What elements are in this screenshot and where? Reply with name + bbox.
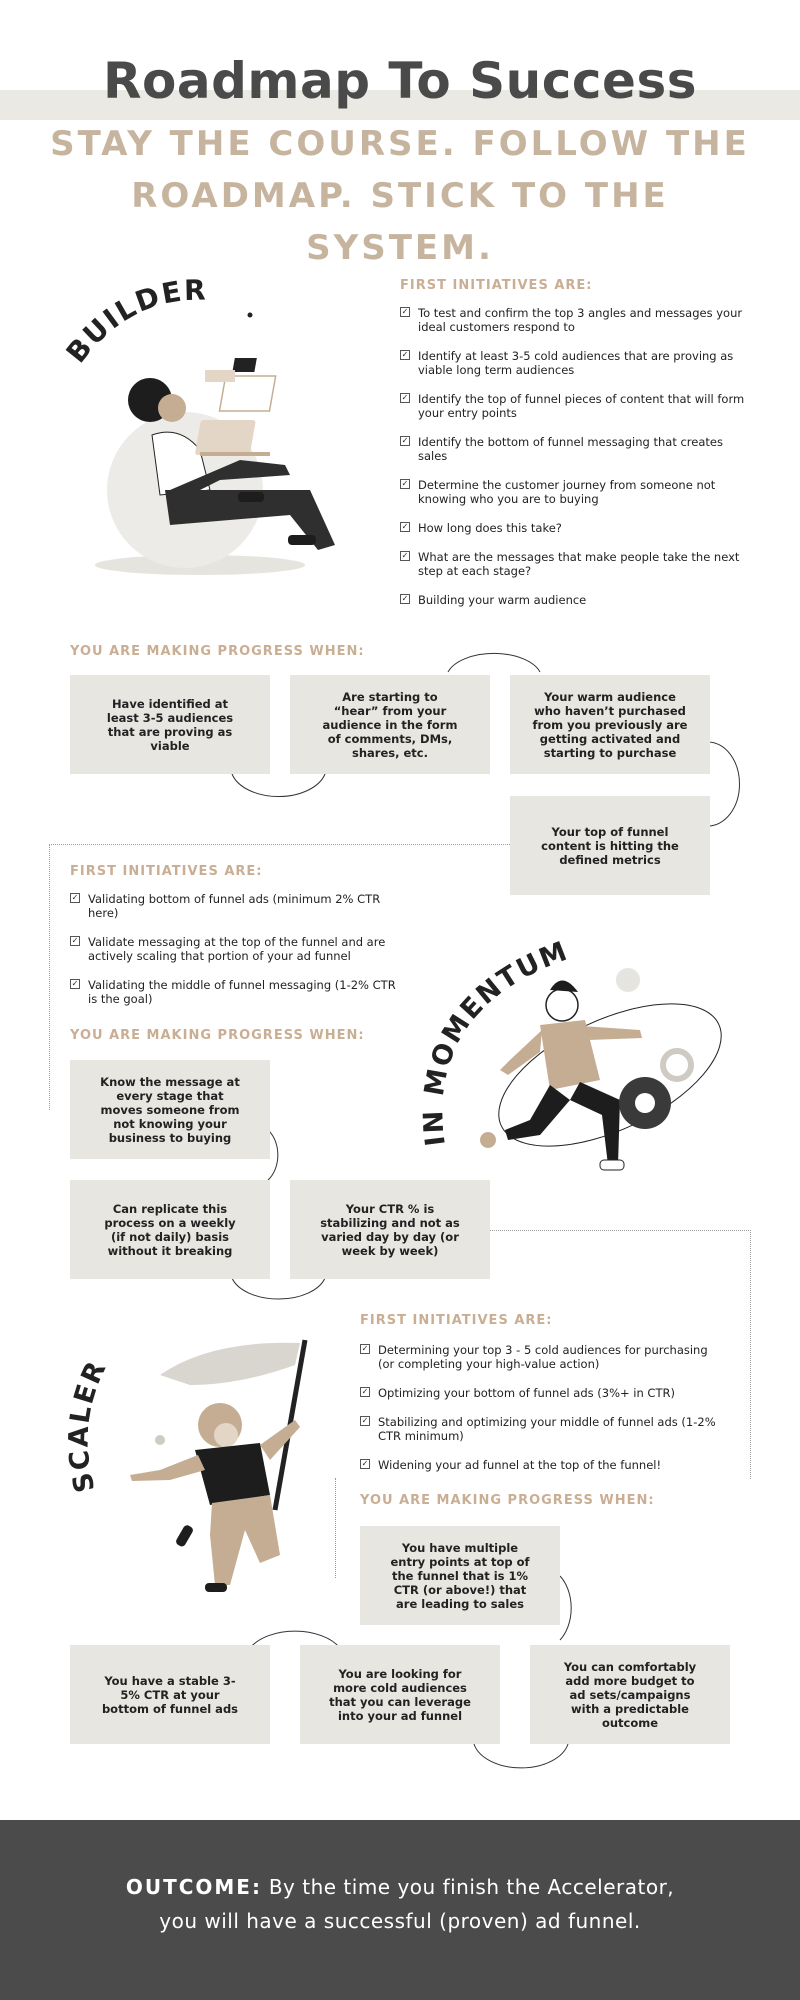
checkbox-icon: ✓ xyxy=(401,594,409,603)
momentum-progress-card: Your CTR % is stabilizing and not as varied day by day (or week by week) xyxy=(290,1180,490,1279)
list-item: ✓ Building your warm audience xyxy=(401,593,587,607)
checkbox-icon: ✓ xyxy=(361,1459,369,1468)
checkbox-icon: ✓ xyxy=(401,436,409,445)
list-item: ✓ Identify at least 3-5 cold audiences that are proving as viable long term audiences xyxy=(401,349,734,377)
outcome-line-1: By the time you finish the Accelerator, xyxy=(261,1875,675,1899)
scaler-initiatives-list xyxy=(360,1343,720,1487)
list-item: ✓ Stabilizing and optimizing your middle of funnel ads (1-2% CTR minimum) xyxy=(361,1415,716,1443)
list-item: ✓ What are the messages that make people take the next step at each stage? xyxy=(401,550,740,578)
builder-progress-card: Have identified at least 3-5 audiences that are proving as viable xyxy=(70,675,270,774)
list-item: ✓ Determining your top 3 - 5 cold audiences for purchasing (or completing your high-value action) xyxy=(361,1343,708,1371)
builder-progress-heading: YOU ARE MAKING PROGRESS WHEN: xyxy=(70,644,365,659)
checkbox-icon: ✓ xyxy=(71,979,79,988)
checkbox-icon: ✓ xyxy=(401,522,409,531)
scaler-progress-card: You have multiple entry points at top of the funnel that is 1% CTR (or above!) that are leading to sales xyxy=(360,1526,560,1625)
checkbox-icon: ✓ xyxy=(71,936,79,945)
page-subtitle: STAY THE COURSE. FOLLOW THE ROADMAP. STICK TO THE SYSTEM. xyxy=(50,124,750,268)
checkbox-icon: ✓ xyxy=(361,1416,369,1425)
outcome-text xyxy=(60,1870,740,1938)
momentum-label: IN MOMENTUM xyxy=(418,935,573,1148)
builder-progress-card: Are starting to “hear” from your audience in the form of comments, DMs, shares, etc. xyxy=(290,675,490,774)
builder-initiatives-heading: FIRST INITIATIVES ARE: xyxy=(400,278,593,293)
momentum-progress-card: Know the message at every stage that moves someone from not knowing your business to buying xyxy=(70,1060,270,1159)
list-item: ✓ Optimizing your bottom of funnel ads (3%+ in CTR) xyxy=(361,1386,675,1400)
svg-text:SCALER xyxy=(63,1355,113,1495)
list-item: ✓ Validate messaging at the top of the funnel and are actively scaling that portion of your ad funnel xyxy=(71,935,386,963)
scaler-progress-heading: YOU ARE MAKING PROGRESS WHEN: xyxy=(360,1493,655,1508)
list-item: ✓ Validating bottom of funnel ads (minimum 2% CTR here) xyxy=(71,892,381,920)
momentum-progress-heading: YOU ARE MAKING PROGRESS WHEN: xyxy=(70,1028,365,1043)
list-item: ✓ Identify the top of funnel pieces of content that will form your entry points xyxy=(401,392,745,420)
builder-label: BUILDER xyxy=(59,273,208,370)
momentum-initiatives-heading: FIRST INITIATIVES ARE: xyxy=(70,864,263,879)
scaler-progress-card: You can comfortably add more budget to ad sets/campaigns with a predictable outcome xyxy=(530,1645,730,1744)
list-item: ✓ How long does this take? xyxy=(401,521,562,535)
scaler-label: SCALER xyxy=(63,1355,114,1496)
scaler-initiatives-heading: FIRST INITIATIVES ARE: xyxy=(360,1313,553,1328)
checkbox-icon: ✓ xyxy=(401,307,409,316)
scaler-progress-card: You are looking for more cold audiences that you can leverage into your ad funnel xyxy=(300,1645,500,1744)
scaler-illustration xyxy=(120,1335,340,1635)
list-item: ✓ Determine the customer journey from someone not knowing who you are to buying xyxy=(401,478,716,506)
list-item: ✓ To test and confirm the top 3 angles and messages your ideal customers respond to xyxy=(401,306,743,334)
builder-progress-card: Your top of funnel content is hitting the defined metrics xyxy=(510,796,710,895)
checkbox-icon: ✓ xyxy=(401,350,409,359)
checkbox-icon: ✓ xyxy=(361,1344,369,1353)
checkbox-icon: ✓ xyxy=(71,893,79,902)
list-item: ✓ Validating the middle of funnel messaging (1-2% CTR is the goal) xyxy=(71,978,396,1006)
momentum-initiatives-list xyxy=(70,892,400,1021)
checkbox-icon: ✓ xyxy=(401,393,409,402)
checkbox-icon: ✓ xyxy=(401,551,409,560)
outcome-line-2: you will have a successful (proven) ad funnel. xyxy=(159,1909,641,1933)
checkbox-icon: ✓ xyxy=(361,1387,369,1396)
list-item: ✓ Identify the bottom of funnel messaging that creates sales xyxy=(401,435,723,463)
page-title: Roadmap To Success xyxy=(103,52,697,110)
list-item: ✓ Widening your ad funnel at the top of the funnel! xyxy=(361,1458,662,1472)
momentum-illustration xyxy=(470,960,740,1220)
builder-progress-card: Your warm audience who haven’t purchased from you previously are getting activated and starting to purchase xyxy=(510,675,710,774)
checkbox-icon: ✓ xyxy=(401,479,409,488)
momentum-progress-card: Can replicate this process on a weekly (if not daily) basis without it breaking xyxy=(70,1180,270,1279)
outcome-label: OUTCOME: xyxy=(125,1875,262,1899)
scaler-progress-card: You have a stable 3-5% CTR at your bottom of funnel ads xyxy=(70,1645,270,1744)
